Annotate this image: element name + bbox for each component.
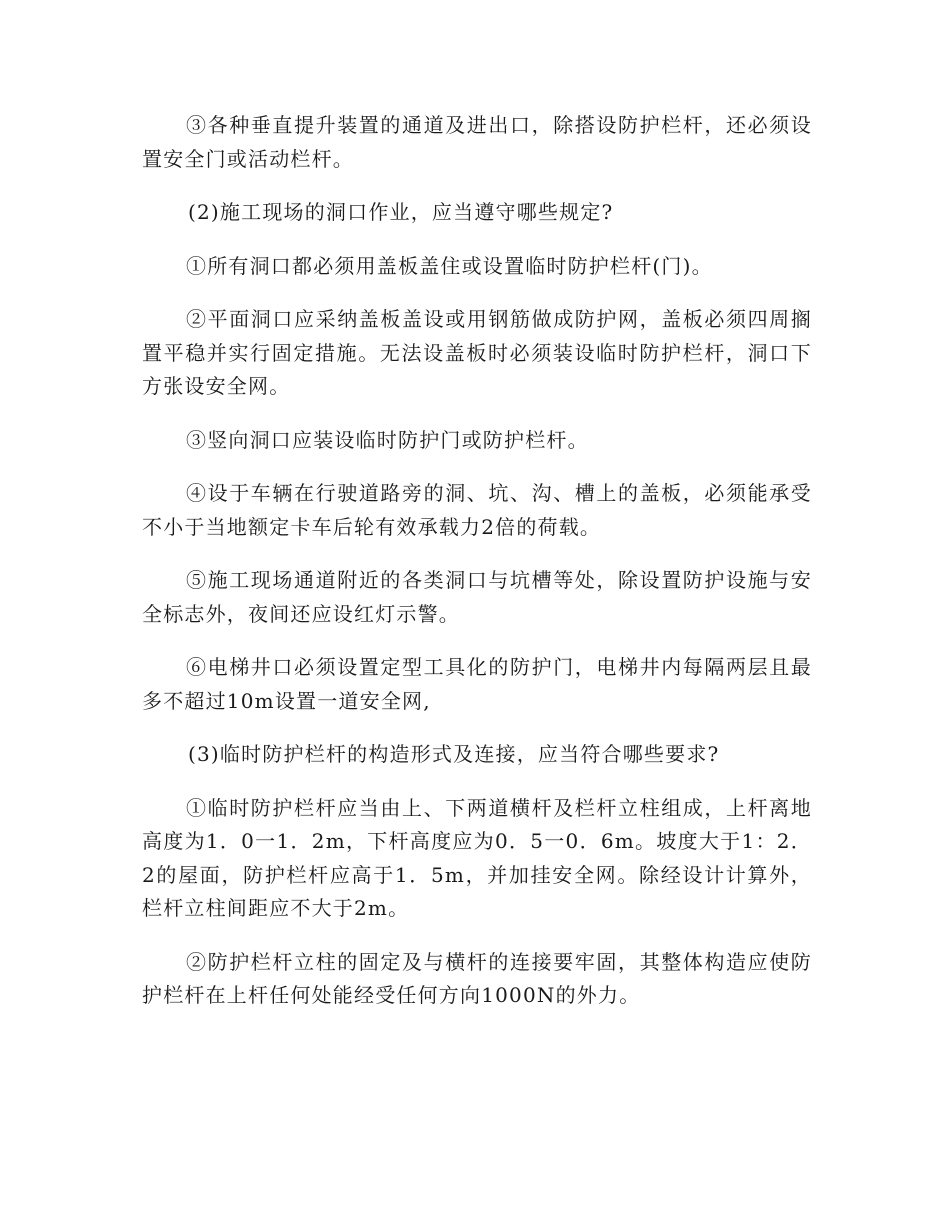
paragraph-warning-lights: ⑤施工现场通道附近的各类洞口与坑槽等处，除设置防护设施与安全标志外，夜间还应设红灯示警。 (142, 568, 812, 626)
paragraph-cover-holes: ①所有洞口都必须用盖板盖住或设置临时防护栏杆(门)。 (186, 253, 713, 278)
document-body (142, 109, 812, 1033)
paragraph-horizontal-holes: ②平面洞口应采纳盖板盖设或用钢筋做成防护网，盖板必须四周搁置平稳并实行固定措施。无法设盖板时必须装设临时防护栏杆，洞口下方张设安全网。 (142, 307, 812, 398)
paragraph-roadside-covers: ④设于车辆在行驶道路旁的洞、坑、沟、槽上的盖板，必须能承受不小于当地额定卡车后轮有效承载力2倍的荷载。 (142, 481, 812, 539)
paragraph-railing-strength: ②防护栏杆立柱的固定及与横杆的连接要牢固，其整体构造应使防护栏杆在上杆任何处能经受任何方向1000N的外力。 (142, 949, 812, 1007)
paragraph-railing-structure: ①临时防护栏杆应当由上、下两道横杆及栏杆立柱组成，上杆离地高度为1．0一1．2m，下杆高度应为0．5一0．6m。坡度大于1：2．2的屋面，防护栏杆应高于1．5m，并加挂安全网。除经设计计算外，栏杆立柱间距应不大于2m。 (142, 795, 812, 920)
question-2-heading: (2)施工现场的洞口作业，应当遵守哪些规定? (188, 200, 614, 224)
paragraph-elevator-shaft: ⑥电梯井口必须设置定型工具化的防护门，电梯井内每隔两层且最多不超过10m设置一道安全网, (142, 655, 812, 713)
paragraph-lift-channel: ③各种垂直提升装置的通道及进出口，除搭设防护栏杆，还必须设置安全门或活动栏杆。 (142, 113, 812, 171)
paragraph-vertical-holes: ③竖向洞口应装设临时防护门或防护栏杆。 (186, 427, 589, 452)
question-3-heading: (3)临时防护栏杆的构造形式及连接，应当符合哪些要求? (188, 742, 720, 766)
